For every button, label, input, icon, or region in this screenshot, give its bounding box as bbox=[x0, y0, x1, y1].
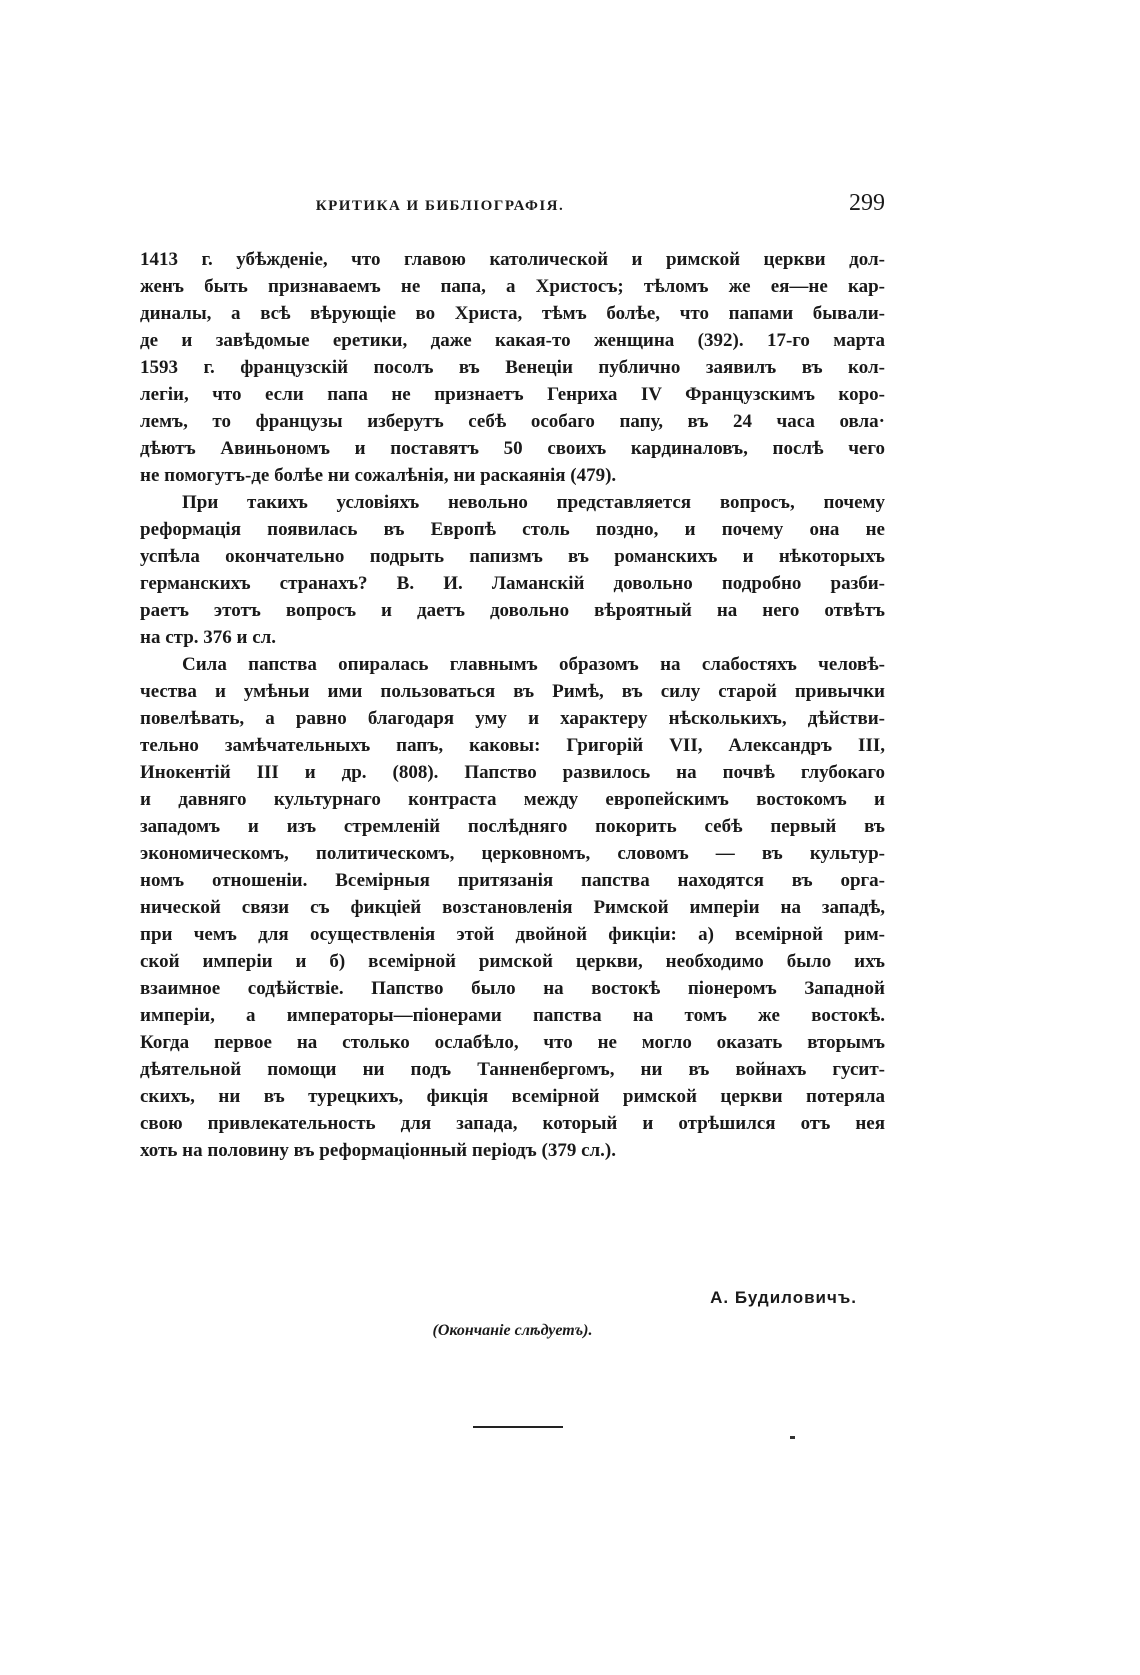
body-text bbox=[140, 246, 885, 1164]
running-head bbox=[140, 190, 885, 222]
text-line: легіи, что если папа не признаетъ Генриха IV Французскимъ коро- bbox=[140, 384, 885, 405]
text-line: Сила папства опиралась главнымъ образомъ на слабостяхъ человѣ- bbox=[182, 654, 885, 675]
text-line: ской имперіи и б) всемірной римской церкви, необходимо было ихъ bbox=[140, 951, 885, 972]
text-line: диналы, а всѣ вѣрующіе во Христа, тѣмъ болѣе, что папами бывали- bbox=[140, 303, 885, 324]
text-line: имперіи, а императоры—піонерами папства на томъ же востокѣ. bbox=[140, 1005, 885, 1026]
text-line: повелѣвать, а равно благодаря уму и характеру нѣсколькихъ, дѣйстви- bbox=[140, 708, 885, 729]
text-line: лемъ, то французы изберутъ себѣ особаго папу, въ 24 часа овла· bbox=[140, 411, 885, 432]
page-number: 299 bbox=[849, 190, 885, 216]
text-line: раетъ этотъ вопросъ и даетъ довольно вѣроятный на него отвѣтъ bbox=[140, 600, 885, 621]
text-line: женъ быть признаваемъ не папа, а Христосъ; тѣломъ же ея—не кар- bbox=[140, 276, 885, 297]
text-line: номъ отношеніи. Всемірныя притязанія папства находятся въ орга- bbox=[140, 870, 885, 891]
print-speck bbox=[790, 1436, 795, 1439]
text-line: 1593 г. французскій посолъ въ Венеціи публично заявилъ въ кол- bbox=[140, 357, 885, 378]
text-line: не помогутъ-де болѣе ни сожалѣнія, ни раскаянія (479). bbox=[140, 465, 617, 486]
author-signature: А. Будиловичъ. bbox=[710, 1288, 857, 1307]
text-line: дѣютъ Авиньономъ и поставятъ 50 своихъ кардиналовъ, послѣ чего bbox=[140, 438, 885, 459]
text-line: дѣятельной помощи ни подъ Танненбергомъ, ни въ войнахъ гусит- bbox=[140, 1059, 885, 1080]
text-line: свою привлекательность для запада, который и отрѣшился отъ нея bbox=[140, 1113, 885, 1134]
running-title: КРИТИКА И БИБЛІОГРАФІЯ. bbox=[315, 198, 565, 214]
text-line: германскихъ странахъ? В. И. Ламанскій довольно подробно разби- bbox=[140, 573, 885, 594]
text-line: хоть на половину въ реформаціонный періодъ (379 сл.). bbox=[140, 1140, 616, 1161]
text-line: западомъ и изъ стремленій послѣдняго покорить себѣ первый въ bbox=[140, 816, 885, 837]
text-line: де и завѣдомые еретики, даже какая-то женщина (392). 17-го марта bbox=[140, 330, 885, 351]
text-line: 1413 г. убѣжденіе, что главою католической и римской церкви дол- bbox=[140, 249, 885, 270]
text-line: успѣла окончательно подрыть папизмъ въ романскихъ и нѣкоторыхъ bbox=[140, 546, 885, 567]
text-line: реформація появилась въ Европѣ столь поздно, и почему она не bbox=[140, 519, 885, 540]
text-line: нической связи съ фикціей возстановленія Римской имперіи на западѣ, bbox=[140, 897, 885, 918]
text-line: экономическомъ, политическомъ, церковномъ, словомъ — въ культур- bbox=[140, 843, 885, 864]
text-line: и давняго культурнаго контраста между европейскимъ востокомъ и bbox=[140, 789, 885, 810]
text-line: скихъ, ни въ турецкихъ, фикція всемірной римской церкви потеряла bbox=[140, 1086, 885, 1107]
text-line: чества и умѣньи ими пользоваться въ Римѣ, въ силу старой привычки bbox=[140, 681, 885, 702]
closing-rule bbox=[473, 1426, 563, 1428]
text-line: взаимное содѣйствіе. Папство было на востокѣ піонеромъ Западной bbox=[140, 978, 885, 999]
text-line: Инокентій III и др. (808). Папство развилось на почвѣ глубокаго bbox=[140, 762, 885, 783]
text-line: на стр. 376 и сл. bbox=[140, 627, 277, 648]
text-line: Когда первое на столько ослабѣло, что не могло оказать вторымъ bbox=[140, 1032, 885, 1053]
continued-note: (Окончаніе слѣдуетъ). bbox=[432, 1322, 593, 1339]
text-line: при чемъ для осуществленія этой двойной фикціи: а) всемірной рим- bbox=[140, 924, 885, 945]
text-line: тельно замѣчательныхъ папъ, каковы: Григорій VII, Александръ III, bbox=[140, 735, 885, 756]
text-line: При такихъ условіяхъ невольно представляется вопросъ, почему bbox=[182, 492, 885, 513]
